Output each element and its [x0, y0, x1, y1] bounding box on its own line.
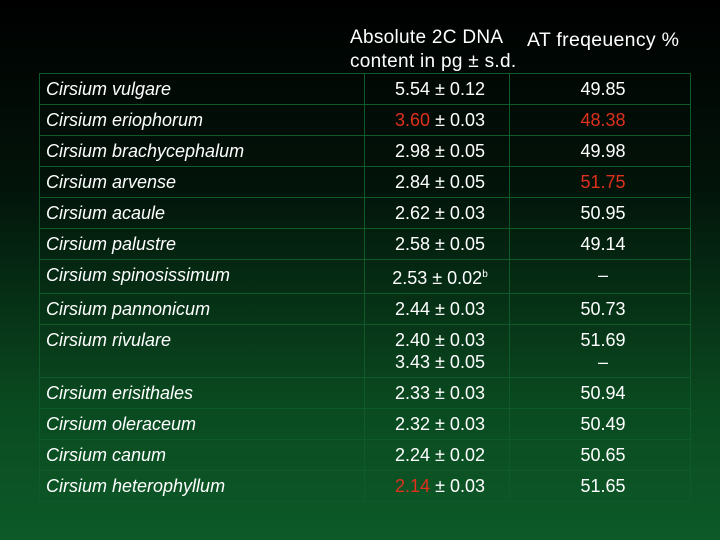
- dna-header-line2: content in pg ± s.d.: [350, 51, 517, 72]
- species-name: Cirsium palustre: [40, 229, 365, 260]
- dna-value: 2.53 ± 0.02: [392, 268, 483, 288]
- dna-content-cell: [365, 105, 510, 136]
- dna-value: 3.60: [395, 110, 431, 130]
- species-name: Cirsium oleraceum: [40, 409, 365, 440]
- species-name: Cirsium vulgare: [40, 74, 365, 105]
- at-frequency-cell: [510, 440, 691, 471]
- table-row: [40, 471, 691, 502]
- dna-sd: ± 0.03: [430, 110, 485, 130]
- species-name: Cirsium erisithales: [40, 378, 365, 409]
- dna-content-cell: [365, 229, 510, 260]
- dna-value: 2.40 ± 0.03: [395, 330, 485, 350]
- dna-header-line1: Absolute 2C DNA: [350, 27, 504, 48]
- dna-value: 2.62 ± 0.03: [395, 203, 485, 223]
- at-frequency-cell: [510, 229, 691, 260]
- species-name: Cirsium heterophyllum: [40, 471, 365, 502]
- species-name: Cirsium arvense: [40, 167, 365, 198]
- dna-content-cell: [365, 378, 510, 409]
- at-frequency-cell: [510, 260, 691, 294]
- table-row: [40, 325, 691, 378]
- at-value: 50.49: [580, 414, 626, 434]
- at-frequency-cell: [510, 74, 691, 105]
- species-name: Cirsium pannonicum: [40, 294, 365, 325]
- at-frequency-header: AT freqeuency %: [527, 29, 680, 51]
- table-row: [40, 440, 691, 471]
- dna-content-cell: [365, 74, 510, 105]
- species-name: Cirsium spinosissimum: [40, 260, 365, 294]
- at-value: 51.65: [580, 476, 626, 496]
- dna-content-cell: [365, 136, 510, 167]
- dna-value: 5.54 ± 0.12: [395, 79, 485, 99]
- table-row: [40, 167, 691, 198]
- at-value: 49.85: [580, 79, 626, 99]
- dna-value: 2.44 ± 0.03: [395, 299, 485, 319]
- dna-value: 2.33 ± 0.03: [395, 383, 485, 403]
- at-value: –: [597, 265, 608, 285]
- dna-content-cell: [365, 325, 510, 378]
- dna-content-cell: [365, 167, 510, 198]
- at-value: 51.69: [580, 330, 626, 350]
- at-frequency-cell: [510, 136, 691, 167]
- dna-content-cell: [365, 260, 510, 294]
- at-frequency-cell: [510, 167, 691, 198]
- cirsium-data-table: [39, 73, 691, 502]
- dna-value: 2.98 ± 0.05: [395, 141, 485, 161]
- at-frequency-cell: [510, 409, 691, 440]
- dna-content-cell: [365, 409, 510, 440]
- at-value: 50.95: [580, 203, 626, 223]
- at-frequency-cell: [510, 378, 691, 409]
- at-frequency-cell: [510, 294, 691, 325]
- at-value: 51.75: [580, 172, 626, 192]
- at-frequency-cell: [510, 105, 691, 136]
- at-value: 50.94: [580, 383, 626, 403]
- at-frequency-cell: [510, 325, 691, 378]
- at-value: 50.65: [580, 445, 626, 465]
- dna-content-header: [350, 26, 516, 74]
- at-value: 49.98: [580, 141, 626, 161]
- table-row: [40, 409, 691, 440]
- table-row: [40, 136, 691, 167]
- species-name: Cirsium rivulare: [40, 325, 365, 378]
- at-frequency-cell: [510, 471, 691, 502]
- dna-content-cell: [365, 440, 510, 471]
- dna-value: 2.14: [395, 476, 431, 496]
- at-value: 48.38: [580, 110, 626, 130]
- dna-content-cell: [365, 471, 510, 502]
- table-row: [40, 105, 691, 136]
- at-value: 49.14: [580, 234, 626, 254]
- table-row: [40, 260, 691, 294]
- dna-value: 2.32 ± 0.03: [395, 414, 485, 434]
- dna-sd: ± 0.03: [430, 476, 485, 496]
- table-row: [40, 74, 691, 105]
- dna-value-secondary: 3.43 ± 0.05: [395, 352, 485, 372]
- at-value: 50.73: [580, 299, 626, 319]
- species-name: Cirsium canum: [40, 440, 365, 471]
- at-value-secondary: –: [597, 352, 608, 372]
- dna-content-cell: [365, 294, 510, 325]
- dna-value: 2.24 ± 0.02: [395, 445, 485, 465]
- dna-value: 2.58 ± 0.05: [395, 234, 485, 254]
- table-row: [40, 229, 691, 260]
- dna-content-cell: [365, 198, 510, 229]
- footnote-marker: b: [482, 269, 488, 280]
- table-row: [40, 198, 691, 229]
- species-name: Cirsium brachycephalum: [40, 136, 365, 167]
- at-frequency-cell: [510, 198, 691, 229]
- dna-value: 2.84 ± 0.05: [395, 172, 485, 192]
- table-row: [40, 294, 691, 325]
- table-row: [40, 378, 691, 409]
- species-name: Cirsium eriophorum: [40, 105, 365, 136]
- species-name: Cirsium acaule: [40, 198, 365, 229]
